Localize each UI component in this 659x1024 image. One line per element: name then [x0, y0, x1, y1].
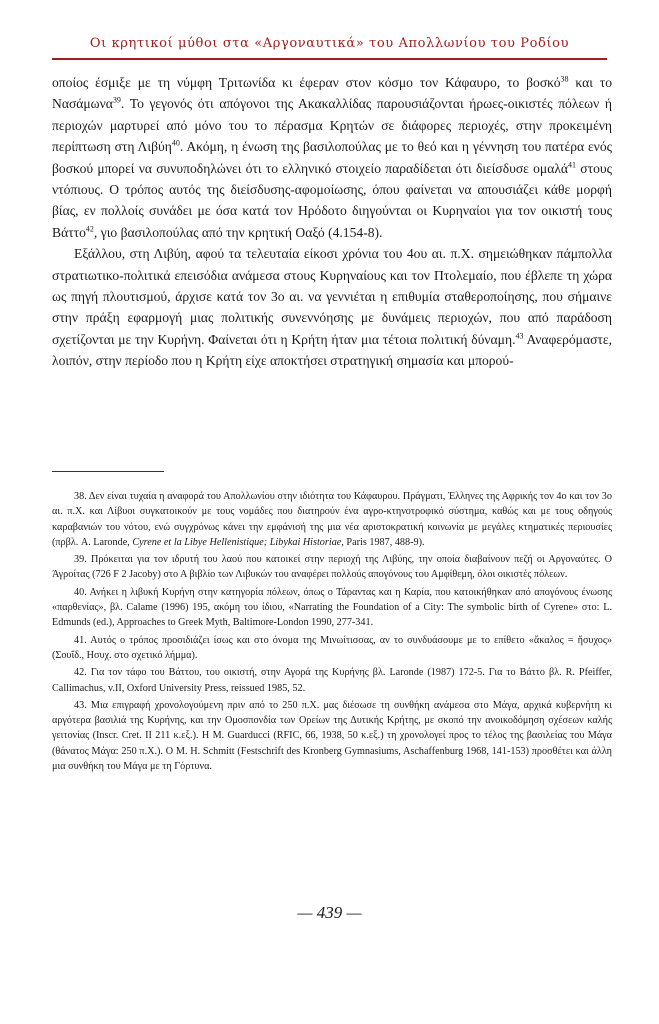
footnote-title: Cyrene et la Libye Hellenistique; Libykai Historiae	[132, 536, 342, 548]
text-span: Εξάλλου, στη Λιβύη, αφού τα τελευταία είκοσι χρόνια του 4ου αι. π.Χ. σημειώθηκαν πάμπολλα στρατιωτικο-πολιτικά επεισόδια ανάμεσα στους Κυρηναίους και τον Πτολεμαίο, που έβλεπε τη χώρα ως πηγή πλουτισμού, άρχισε κατά τον 3ο αι. να γεννιέται η επιθυμία σταθεροποίησης, που σήμαινε στην πράξη εφαρμογή μιας πολιτικής συνεννόησης με δυνάμεις περιοχών, που από παράδοση σχετίζονται με την Κυρήνη. Φαίνεται ότι η Κρήτη ήταν μια τέτοια πολιτική δύναμη.	[52, 246, 612, 347]
footnote-38	[52, 489, 612, 550]
running-head: Οι κρητικοί μύθοι στα «Αργοναυτικά» του Απολλωνίου του Ροδίου	[89, 36, 570, 51]
header-rule	[52, 58, 607, 60]
footnote-text: 38. Δεν είναι τυχαία η αναφορά του Απολλωνίου στην ιδιότητα του Κάφαυρου. Πράγματι, Έλληνες της Αφρικής τον 4ο και τον 3ο αι. π.Χ. και Λίβυοι συγκατοικούν με τους νομάδες που διατηρούν ένα αγρο-κτηνοτροφικό σύστημα, καθώς και με τους οδηγούς καραβανιών του νότου, ενώ συγχρόνως κάνει την εμφάνισή της μια νέα αριστοκρατική κοινωνία με μεγάλες κτηματικές περιουσίες (πρβλ. A. Laronde,	[52, 491, 612, 548]
footnote-ref[interactable]: 39	[112, 95, 121, 105]
text-span: . Ακόμη, η ένωση της βασιλοπούλας με το θεό και η γέννηση του πατέρα ενός βοσκού μπορεί να συνυποδηλώνει ότι το ελληνικό στοιχείο παραδίδεται ότι διείσδυσε ομαλά	[52, 139, 612, 176]
paragraph	[52, 243, 612, 371]
page-number: — 439 —	[297, 903, 362, 922]
text-span: και το Νασάμωνα	[52, 75, 612, 112]
footnote-41: 41. Αυτός ο τρόπος προσιδιάζει ίσως και στο όνομα της Μινωίτισσας, αν το συνδυάσουμε με το επίθετο «ἄκαλος = ἥσυχος» (Σουΐδ., Ησυχ. στο σχετικό λήμμα).	[52, 634, 612, 661]
footnote-ref[interactable]: 38	[560, 74, 569, 84]
footnotes	[52, 489, 612, 776]
footnote-separator	[52, 471, 164, 472]
footnote-ref[interactable]: 41	[568, 160, 577, 170]
footnote-ref[interactable]: 40	[171, 138, 180, 148]
footnote-39: 39. Πρόκειται για τον ιδρυτή του λαού που κατοικεί στην περιοχή της Λιβύης, την οποία διαβαίνουν πεζή οι Αργοναύτες. Ο Άγροίτας (726 F 2 Jacoby) στο Α βιβλίο των Λιβυκών του αναφέρει πολλούς απογόνους του Αμφίθεμη, όλοι οικιστές πόλεων.	[52, 554, 612, 581]
footnote-42: 42. Για τον τάφο του Βάττου, του οικιστή, στην Αγορά της Κυρήνης βλ. Laronde (1987) 172-5. Για το Βάττο βλ. R. Pfeiffer, Callimachus, v.II, Oxford University Press, reissued 1985, 52.	[52, 667, 612, 694]
footnote-ref[interactable]: 43	[515, 331, 524, 341]
footnote-43: 43. Μια επιγραφή χρονολογούμενη πριν από το 250 π.Χ. μας διέσωσε τη συνθήκη ανάμεσα στο Μάγα, αρχικά κυβερνήτη κι αργότερα βασιλιά της Κυρήνης, και την Ομοσπονδία των Ορείων της Δυτικής Κρήτης, με σκοπό την ανοικοδόμηση σχέσεων καλής γειτονίας (Inscr. Cret. II 211 κ.εξ.). Η M. Guarducci (RFIC, 66, 1938, 50 κ.εξ.) τη χρονολογεί προς το τέλος της βασιλείας του Μάγα (θάνατος Μάγα: 250 π.Χ.). Ο M. H. Schmitt (Festschrift des Kronberg Gymnasiums, Aschaffenburg 1968, 141-153) προσθέτει και άλλη μια συνθήκη του Μάγα με τη Γόρτυνα.	[52, 699, 612, 773]
text-span: οποίος έσμιξε με τη νύμφη Τριτωνίδα κι έφεραν στον κόσμο τον Κάφαυρο, το βοσκό	[52, 75, 561, 90]
text-span: , γιο βασιλοπούλας από την κρητική Οαξό (4.154-8).	[93, 224, 383, 240]
footnote-ref[interactable]: 42	[85, 224, 94, 234]
text-span: στους ντόπιους. Ο τρόπος αυτός της διείσδυσης-αφομοίωσης, όπου φαίνεται να απουσιάζει κάθε μορφή βίας, εν πολλοίς συνάδει με όσα κατά τον Ηρόδοτο διηγούνται οι Κυρηναίοι για τον οικιστή τους Βάττο	[52, 160, 612, 240]
main-text	[52, 72, 612, 372]
footnote-40: 40. Ανήκει η λιβυκή Κυρήνη στην κατηγορία πόλεων, όπως ο Τάραντας και η Καρία, που κατοικήθηκαν από απογόνους ένωσης «παρθενίας», βλ. Calame (1996) 195, ακόμη του ίδιου, «Narrating the Foundation of a City: The symbolic birth of Cyrene» στο: L. Edmunds (ed.), Approaches to Greek Myth, Baltimore-London 1990, 277-341.	[52, 586, 612, 629]
paragraph	[52, 72, 612, 243]
text-span: Αναφερόμαστε, λοιπόν, στην περίοδο που η Κρήτη είχε αποκτήσει στρατηγική σημασία και μπορού-	[52, 331, 612, 369]
footnote-text: , Paris 1987, 488-9).	[341, 536, 425, 548]
text-span: . Το γεγονός ότι απόγονοι της Ακακαλλίδας παρουσιάζονται ήρωες-οικιστές πόλεων ή περιοχών μαρτυρεί από μόνο του το πέρασμα Κρητών σε διάφορες περιοχές, στην προκειμένη περίπτωση στη Λιβύη	[52, 96, 612, 155]
